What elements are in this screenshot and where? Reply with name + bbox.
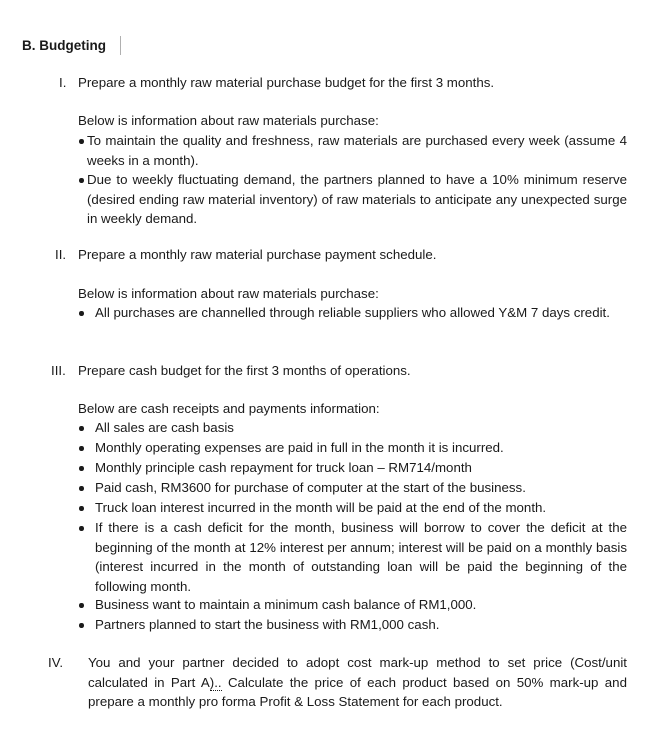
- item-3-bullet-4: Paid cash, RM3600 for purchase of computer at the start of the business.: [95, 480, 526, 495]
- item-4-text-underlined: )..: [209, 674, 222, 690]
- item-3-bullet-2: Monthly operating expenses are paid in full in the month it is incurred.: [95, 440, 504, 455]
- bullet-icon: [79, 139, 84, 144]
- item-3-bullet-8: Partners planned to start the business with RM1,000 cash.: [95, 617, 440, 632]
- item-3-intro: Below are cash receipts and payments information:: [78, 401, 380, 416]
- bullet-icon: [79, 506, 84, 511]
- item-1-heading: Prepare a monthly raw material purchase budget for the first 3 months.: [78, 75, 495, 90]
- item-3-bullet-1: All sales are cash basis: [95, 420, 234, 435]
- item-3-bullet-6: If there is a cash deficit for the month, business will borrow to cover the deficit at the beginning of the month at 12% interest per annum; interest will be paid on a monthly basis (interest incurred in the month of outstanding loan will be paid the beginning of the following month.: [95, 520, 627, 594]
- bullet-icon: [79, 426, 84, 431]
- item-3-bullet-7: Business want to maintain a minimum cash balance of RM1,000.: [95, 597, 477, 612]
- item-4-text-before: You and your partner decided to adopt cost mark-up method to set price (Cost/unit calculated in Part A: [88, 655, 627, 690]
- bullet-icon: [79, 446, 84, 451]
- bullet-icon: [79, 486, 84, 491]
- bullet-icon: [79, 623, 84, 628]
- text-cursor: [120, 36, 121, 55]
- item-3-heading: Prepare cash budget for the first 3 months of operations.: [78, 363, 411, 378]
- bullet-icon: [79, 466, 84, 471]
- item-2-bullet-1: All purchases are channelled through reliable suppliers who allowed Y&M 7 days credit.: [95, 305, 610, 320]
- item-1-bullet-2: Due to weekly fluctuating demand, the partners planned to have a 10% minimum reserve (desired ending raw material inventory) of raw materials to anticipate any unexpected surge in weekly demand.: [87, 172, 627, 226]
- item-2-numeral: II.: [55, 247, 67, 262]
- item-4-text-after: Calculate the price of each product based on 50% mark-up and prepare a monthly pro forma Profit & Loss Statement for each product.: [88, 674, 627, 709]
- item-2-intro: Below is information about raw materials purchase:: [78, 286, 379, 301]
- item-1-bullet-1: To maintain the quality and freshness, raw materials are purchased every week (assume 4 weeks in a month).: [87, 133, 627, 168]
- item-1-numeral: I.: [59, 75, 67, 90]
- item-4-text: [88, 653, 627, 712]
- item-1-intro: Below is information about raw materials purchase:: [78, 113, 379, 128]
- bullet-icon: [79, 603, 84, 608]
- item-3-bullet-5: Truck loan interest incurred in the month will be paid at the end of the month.: [95, 500, 547, 515]
- bullet-icon: [79, 526, 84, 531]
- item-2-heading: Prepare a monthly raw material purchase payment schedule.: [78, 247, 437, 262]
- item-3-bullet-3: Monthly principle cash repayment for truck loan – RM714/month: [95, 460, 472, 475]
- bullet-icon: [79, 178, 84, 183]
- bullet-icon: [79, 311, 84, 316]
- item-3-numeral: III.: [51, 363, 66, 378]
- section-heading: B. Budgeting: [22, 38, 106, 53]
- item-4-numeral: IV.: [48, 655, 64, 670]
